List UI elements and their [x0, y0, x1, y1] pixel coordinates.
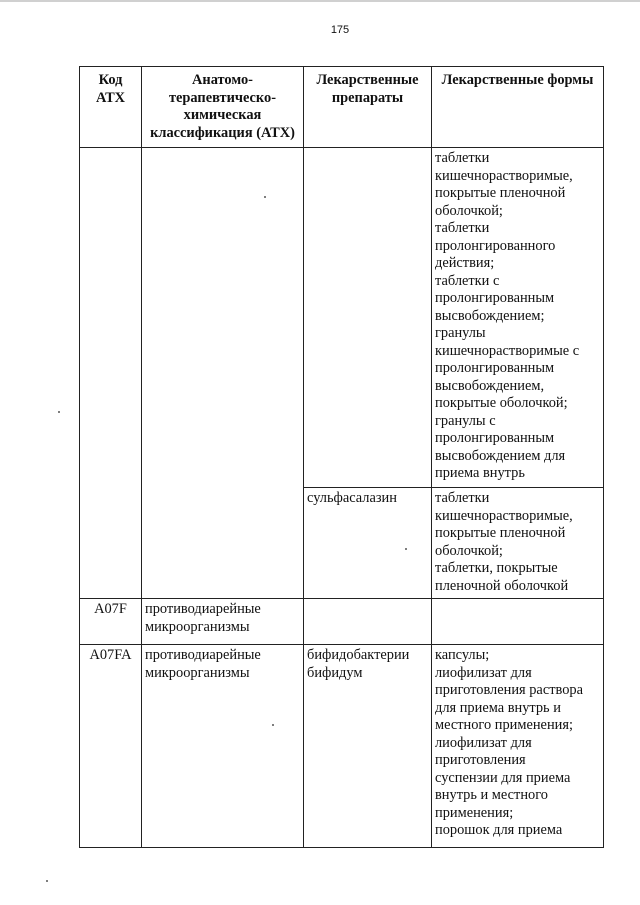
cell-line: таблетки	[435, 490, 490, 506]
header-forms: Лекарственные формы	[432, 67, 604, 148]
scan-speck	[405, 548, 407, 550]
cell-line: местного применения;	[435, 717, 573, 733]
cell-line: покрытые пленочной	[435, 185, 566, 201]
cell-line: капсулы;	[435, 647, 490, 663]
cell-line: пролонгированным	[435, 290, 555, 306]
page-number: 175	[330, 24, 350, 36]
cell-line: пролонгированным	[435, 430, 555, 446]
cell-line: гранулы	[435, 325, 486, 341]
cell-line: таблетки	[435, 150, 490, 166]
cell-line: для приема внутрь и	[435, 699, 561, 716]
scan-speck	[58, 411, 60, 413]
cell-line: высвобождением для	[435, 447, 566, 464]
cell-line: таблетки с	[435, 272, 500, 289]
cell-line: пролонгированным	[435, 360, 555, 376]
classification-cell	[142, 645, 304, 848]
cell-line: бифидум	[307, 664, 363, 681]
cell-line: кишечнорастворимые,	[435, 167, 573, 184]
table-header-row	[80, 67, 604, 148]
cell-line: противодиарейные	[145, 601, 261, 617]
forms-cell	[432, 488, 604, 599]
forms-cell	[432, 645, 604, 848]
drug-cell	[304, 645, 432, 848]
cell-line: микроорганизмы	[145, 664, 250, 681]
cell-line: приготовления	[435, 752, 526, 768]
classification-cell	[142, 148, 304, 599]
cell-line: кишечнорастворимые,	[435, 507, 573, 524]
cell-line: таблетки, покрытые	[435, 560, 558, 576]
cell-line: микроорганизмы	[145, 618, 250, 635]
cell-line: лиофилизат для	[435, 734, 532, 751]
cell-line: лиофилизат для	[435, 664, 532, 681]
table-row	[80, 645, 604, 848]
cell-line: противодиарейные	[145, 647, 261, 663]
cell-line: оболочкой;	[435, 202, 503, 219]
scan-speck	[264, 196, 266, 198]
cell-line: оболочкой;	[435, 542, 503, 559]
cell-line: суспензии для приема	[435, 769, 571, 786]
table-row	[80, 599, 604, 645]
drug-cell	[304, 148, 432, 488]
header-classification: Анатомо-терапевтическо-химическая классификация (АТХ)	[142, 67, 304, 148]
code-cell	[80, 148, 142, 599]
cell-line: приготовления раствора	[435, 682, 583, 698]
cell-line: бифидобактерии	[307, 647, 410, 663]
classification-cell	[142, 599, 304, 645]
cell-line: таблетки	[435, 220, 490, 236]
cell-line: пленочной оболочкой	[435, 577, 569, 594]
cell-line: порошок для приема	[435, 822, 563, 838]
code-cell: A07F	[80, 599, 142, 645]
drug-cell: сульфасалазин	[304, 488, 432, 599]
cell-line: кишечнорастворимые с	[435, 342, 580, 359]
header-drugs: Лекарственные препараты	[304, 67, 432, 148]
header-code: Код АТХ	[80, 67, 142, 148]
atc-table	[79, 66, 604, 848]
forms-cell	[432, 148, 604, 488]
forms-cell	[432, 599, 604, 645]
code-cell: A07FA	[80, 645, 142, 848]
cell-line: покрытые пленочной	[435, 525, 566, 541]
cell-line: покрытые оболочкой;	[435, 395, 568, 411]
scan-speck	[272, 724, 274, 726]
drug-cell	[304, 599, 432, 645]
cell-line: высвобождением;	[435, 307, 545, 324]
cell-line: применения;	[435, 804, 514, 821]
cell-line: внутрь и местного	[435, 787, 548, 803]
cell-line: приема внутрь	[435, 465, 525, 481]
scan-speck	[46, 880, 48, 882]
cell-line: действия;	[435, 255, 495, 271]
cell-line: высвобождением,	[435, 377, 545, 394]
table-row	[80, 148, 604, 488]
scan-top-edge	[0, 0, 640, 2]
cell-line: гранулы с	[435, 412, 496, 429]
cell-line: пролонгированного	[435, 237, 556, 254]
